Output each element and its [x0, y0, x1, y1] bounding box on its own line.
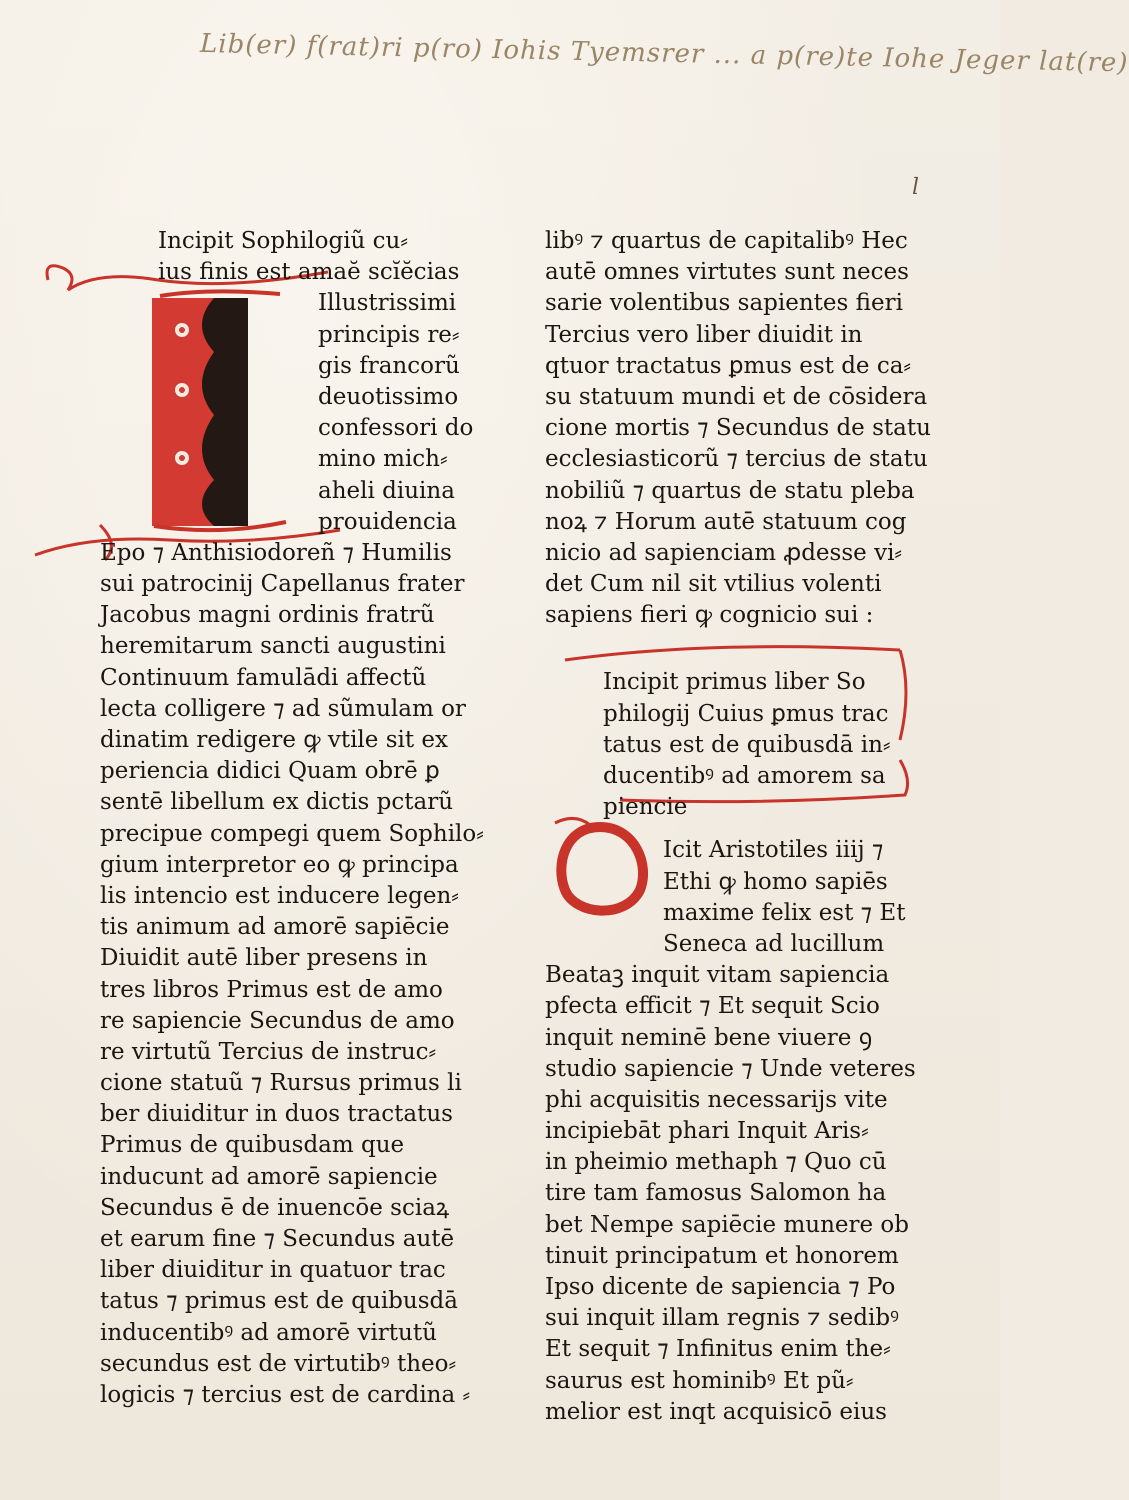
- text-line: secundus est de virtutibꝰ theo⸗: [100, 1350, 457, 1377]
- text-line: periencia didici Quam obrē ꝑ: [100, 758, 440, 785]
- text-line: Beataꝫ inquit vitam sapiencia: [545, 962, 890, 989]
- text-line: Incipit Sophilogiũ cu⸗: [158, 228, 409, 254]
- text-line: Et sequit ⁊ Infinitus enim the⸗: [545, 1336, 891, 1363]
- text-line: confessori do: [318, 415, 474, 442]
- text-line: bet Nempe sapiēcie munere ob: [545, 1211, 909, 1238]
- text-line: gis francorũ: [318, 352, 460, 379]
- text-line: prouidencia: [318, 508, 457, 535]
- text-line: logicis ⁊ tercius est de cardina ⸗: [100, 1381, 471, 1408]
- text-line: gium interpretor eo ꝙ principa: [100, 851, 459, 878]
- text-line: et earum fine ⁊ Secundus autē: [100, 1226, 455, 1252]
- text-line: Epo ⁊ Anthisiodoreñ ⁊ Humilis: [100, 539, 452, 566]
- text-line: inquit neminē bene viuere ꝯ: [545, 1024, 873, 1051]
- text-line: in pheimio methaph ⁊ Quo cū: [545, 1149, 887, 1176]
- chapter-heading-line: tatus est de quibusdā in⸗: [603, 731, 891, 758]
- text-line: lis intencio est inducere legen⸗: [100, 882, 459, 909]
- text-line: Icit Aristotiles iiij ⁊: [663, 837, 884, 864]
- text-line: cione statuũ ⁊ Rursus primus li: [100, 1070, 462, 1097]
- text-line: phi acquisitis necessarijs vite: [545, 1086, 888, 1113]
- text-line: saurus est hominibꝰ Et pũ⸗: [545, 1367, 854, 1394]
- text-line: tinuit principatum et honorem: [545, 1242, 899, 1269]
- text-line: Seneca ad lucillum: [663, 930, 885, 957]
- handwritten-ownership-inscription: Lib(er) f(rat)ri p(ro) Iohis Tyemsrer ... a p(re)te Iohe Jeger lat(re): [199, 28, 1129, 79]
- text-line: ecclesiasticorũ ⁊ tercius de statu: [545, 446, 928, 473]
- text-line: Primus de quibusdam que: [100, 1132, 405, 1159]
- text-line: Illustrissimi: [318, 290, 457, 317]
- text-line: sui patrocinij Capellanus frater: [100, 571, 465, 598]
- text-line: libꝰ ⁊ quartus de capitalibꝰ Hec: [545, 228, 908, 254]
- text-line: dinatim redigere ꝙ vtile sit ex: [100, 727, 449, 753]
- text-line: inducunt ad amorē sapiencie: [100, 1163, 438, 1190]
- section-gap: [545, 631, 915, 667]
- text-line: autē omnes virtutes sunt neces: [545, 259, 909, 286]
- text-line: aheli diuina: [318, 477, 455, 504]
- folio-number: l: [912, 175, 920, 200]
- text-line: lecta colligere ⁊ ad sũmulam or: [100, 695, 466, 722]
- text-line: Ipso dicente de sapiencia ⁊ Po: [545, 1274, 896, 1300]
- text-line: mino mich⸗: [318, 446, 448, 473]
- text-line: liber diuiditur in quatuor trac: [100, 1257, 446, 1284]
- text-line: tire tam famosus Salomon ha: [545, 1180, 887, 1207]
- section-gap: [545, 823, 915, 835]
- text-line: det Cum nil sit vtilius volenti: [545, 571, 882, 598]
- text-line: sentē libellum ex dictis pctarũ: [100, 789, 454, 816]
- text-line: precipue compegi quem Sophilo⸗: [100, 820, 484, 847]
- text-line: Tercius vero liber diuidit in: [545, 321, 863, 348]
- text-line: maxime felix est ⁊ Et: [663, 899, 906, 926]
- text-line: tres libros Primus est de amo: [100, 976, 443, 1003]
- text-line: Ethi ꝙ homo sapiēs: [663, 868, 888, 895]
- text-line: re virtutũ Tercius de instruc⸗: [100, 1038, 437, 1065]
- text-line: heremitarum sancti augustini: [100, 633, 446, 660]
- text-line: tatus ⁊ primus est de quibusdā: [100, 1288, 458, 1315]
- text-line: noꝝ ⁊ Horum autē statuum cog: [545, 508, 907, 535]
- text-line: sui inquit illam regnis ⁊ sedibꝰ: [545, 1305, 899, 1332]
- text-line: Secundus ē de inuencōe sciaꝝ: [100, 1194, 450, 1221]
- text-line: cione mortis ⁊ Secundus de statu: [545, 415, 931, 442]
- text-line: su statuum mundi et de cōsidera: [545, 383, 928, 410]
- text-line: tis animum ad amorē sapiēcie: [100, 914, 450, 941]
- text-line: Continuum famulādi affectũ: [100, 664, 427, 691]
- text-line: pfecta efficit ⁊ Et sequit Scio: [545, 993, 880, 1020]
- left-text-column: [100, 226, 484, 1411]
- text-line: Diuidit autē liber presens in: [100, 945, 428, 972]
- chapter-heading-line: Incipit primus liber So: [603, 669, 866, 696]
- text-line: ber diuiditur in duos tractatus: [100, 1101, 453, 1128]
- text-line: sapiens fieri ꝙ cognicio sui :: [545, 602, 874, 629]
- text-line: re sapiencie Secundus de amo: [100, 1007, 455, 1034]
- text-line: qtuor tractatus ꝑmus est de ca⸗: [545, 352, 912, 379]
- text-line: nicio ad sapienciam ꝓdesse vi⸗: [545, 539, 903, 566]
- text-line: ius finis est amaĕ scĭĕcias: [158, 259, 460, 286]
- text-line: Jacobus magni ordinis fratrũ: [100, 602, 435, 629]
- text-line: deuotissimo: [318, 383, 459, 410]
- text-line: studio sapiencie ⁊ Unde veteres: [545, 1055, 916, 1082]
- chapter-heading-line: ducentibꝰ ad amorem sa: [603, 763, 886, 789]
- text-line: sarie volentibus sapientes fieri: [545, 290, 903, 317]
- text-line: melior est inqt acquisicō eius: [545, 1398, 887, 1425]
- text-line: nobiliũ ⁊ quartus de statu pleba: [545, 477, 915, 504]
- text-line: incipiebāt phari Inquit Aris⸗: [545, 1118, 869, 1145]
- chapter-heading-line: philogij Cuius ꝑmus trac: [603, 700, 889, 727]
- chapter-heading-line: piencie: [603, 794, 688, 821]
- right-text-column: [545, 226, 931, 1428]
- text-line: inducentibꝰ ad amorē virtutũ: [100, 1319, 437, 1346]
- text-line: principis re⸗: [318, 321, 460, 348]
